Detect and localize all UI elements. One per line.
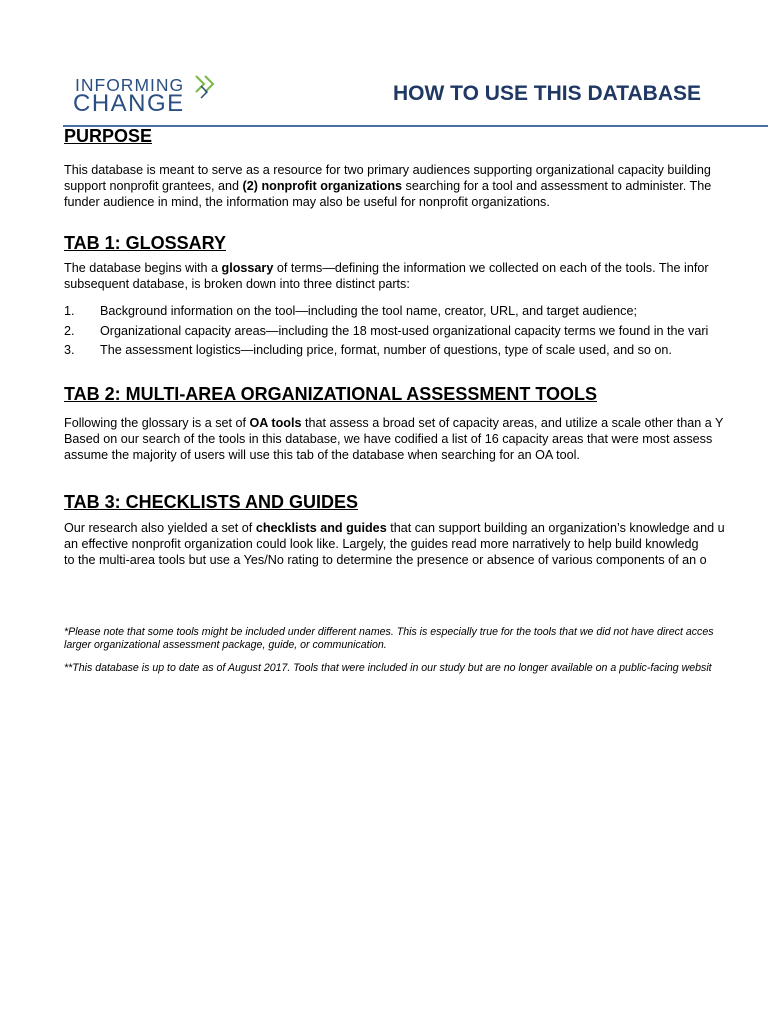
purpose-paragraph	[64, 163, 711, 210]
chevron-right-icon	[205, 76, 213, 92]
tab3-line-1	[64, 521, 725, 537]
bold-run: nonprofit organizations	[261, 178, 403, 193]
list-text: The assessment logistics—including price, format, number of questions, type of scale used, and so on.	[100, 343, 672, 357]
text-run: The database begins with a	[64, 261, 222, 275]
informing-change-logo	[72, 72, 232, 120]
tab1-paragraph	[64, 261, 709, 293]
bold-run: checklists and guides	[255, 521, 387, 535]
list-number: 2.	[64, 323, 75, 338]
tab2-line-3: assume the majority of users will use this tab of the database when searching for an OA tool.	[64, 447, 580, 462]
tab2-heading: TAB 2: MULTI-AREA ORGANIZATIONAL ASSESSMENT TOOLS	[64, 384, 597, 404]
double-chevron-right-icon	[192, 72, 222, 102]
page-title: HOW TO USE THIS DATABASE	[393, 82, 702, 105]
purpose-line-1: This database is meant to serve as a resource for two primary audiences supporting organizational capacity building	[64, 163, 711, 177]
bold-run: OA tools	[249, 416, 302, 430]
list-text: Background information on the tool—including the tool name, creator, URL, and target audience;	[100, 304, 637, 318]
tab2-line-2: Based on our search of the tools in this database, we have codified a list of 16 capacity areas that were most assess	[64, 431, 713, 446]
list-number: 1.	[64, 304, 75, 318]
tab3-paragraph	[64, 521, 725, 568]
text-run: that assess a broad set of capacity areas, and utilize a scale other than a Y	[301, 416, 724, 430]
chevron-right-icon	[201, 86, 207, 98]
tab1-line-2: subsequent database, is broken down into three distinct parts:	[64, 276, 410, 291]
tab3-heading: TAB 3: CHECKLISTS AND GUIDES	[64, 492, 359, 512]
purpose-line-2	[64, 179, 711, 195]
tab1-heading: TAB 1: GLOSSARY	[64, 233, 227, 253]
chevron-right-icon	[196, 76, 204, 92]
tab3-line-3: to the multi-area tools but use a Yes/No rating to determine the presence or absence of various components of an o	[64, 552, 707, 567]
tab2-paragraph	[64, 416, 723, 463]
purpose-heading: PURPOSE	[64, 126, 153, 146]
text-run: searching for a tool and assessment to administer. The	[402, 178, 712, 193]
list-number: 3.	[64, 343, 75, 357]
purpose-line-3: funder audience in mind, the information may also be useful for nonprofit organizations.	[64, 194, 550, 209]
tab3-line-2: an effective nonprofit organization could look like. Largely, the guides read more narratively to help build knowledg	[64, 536, 699, 551]
tab2-line-1	[64, 416, 723, 432]
text-run: that can support building an organization’s knowledge and u	[386, 521, 725, 535]
logo-text-informing: INFORMING	[75, 75, 185, 95]
footnote-1	[64, 626, 714, 651]
logo-text-change: CHANGE	[73, 90, 185, 117]
footnote-2: **This database is up to date as of August 2017. Tools that were included in our study but are no longer available on a public-facing websit	[64, 662, 712, 674]
text-run: Following the glossary is a set of	[64, 416, 250, 430]
text-run: support nonprofit grantees, and	[64, 178, 243, 193]
bold-run: (2)	[242, 178, 262, 193]
tab1-line-1	[64, 261, 709, 277]
footnote-1-line-2: larger organizational assessment package, guide, or communication.	[64, 638, 387, 651]
bold-run: glossary	[221, 261, 274, 275]
list-text: Organizational capacity areas—including the 18 most-used organizational capacity terms we found in the vari	[100, 323, 709, 338]
text-run: of terms—defining the information we collected on each of the tools. The infor	[273, 261, 709, 275]
footnote-1-line-1: *Please note that some tools might be included under different names. This is especially true for the tools that we did not have direct acces	[64, 626, 714, 638]
header-divider	[63, 125, 768, 127]
text-run: Our research also yielded a set of	[64, 521, 256, 535]
